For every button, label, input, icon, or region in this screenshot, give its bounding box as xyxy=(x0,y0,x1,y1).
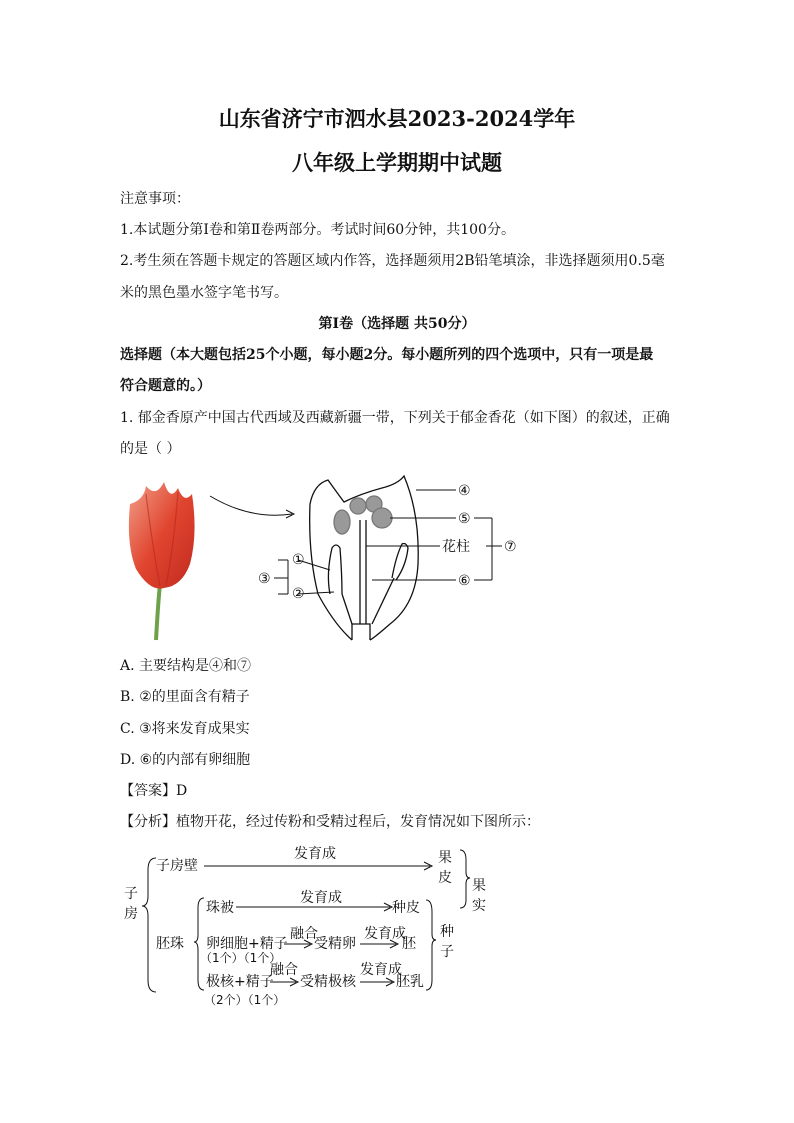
flow-embryo: 胚 xyxy=(402,936,416,952)
notice-item-1: 1.本试题分第Ⅰ卷和第Ⅱ卷两部分。考试时间60分钟，共100分。 xyxy=(120,222,515,238)
flow-fruit-1: 果 xyxy=(472,878,486,894)
flow-egg-count: （1个）（1个） xyxy=(200,951,282,965)
label-4: ④ xyxy=(458,483,471,499)
option-b: B. ②的里面含有精子 xyxy=(120,689,250,705)
flow-endosperm: 胚乳 xyxy=(396,974,424,990)
option-c: C. ③将来发育成果实 xyxy=(120,721,250,737)
label-6: ⑥ xyxy=(458,573,471,589)
flow-develop-1: 发育成 xyxy=(294,846,336,862)
notice-item-2-line2: 米的黑色墨水签字笔书写。 xyxy=(120,285,288,301)
flow-fruit-2: 实 xyxy=(472,898,486,914)
flow-develop-4: 发育成 xyxy=(360,962,402,978)
flow-ovary-wall: 子房壁 xyxy=(156,858,198,874)
flow-ovary-1: 子 xyxy=(124,886,138,902)
flow-seed-2: 子 xyxy=(440,944,454,960)
instruction-line2: 符合题意的。） xyxy=(120,378,211,394)
option-a: A. 主要结构是④和⑦ xyxy=(120,658,252,674)
flower-cross-section xyxy=(310,476,419,640)
flow-egg-sperm: 卵细胞+精子 xyxy=(206,936,288,952)
document-title-line1: 山东省济宁市泗水县2023-2024学年 xyxy=(218,106,576,131)
label-7: ⑦ xyxy=(504,539,517,555)
flow-ovule: 胚珠 xyxy=(156,936,184,952)
flow-develop-2: 发育成 xyxy=(300,890,342,906)
flow-polar-count: （2个）（1个） xyxy=(204,993,286,1007)
flow-zygote: 受精卵 xyxy=(314,936,356,952)
tulip-photo xyxy=(129,482,195,640)
answer: 【答案】D xyxy=(120,783,188,799)
flow-fuse-1: 融合 xyxy=(290,926,318,942)
document-title-line2: 八年级上学期期中试题 xyxy=(292,150,502,175)
flower-diagram xyxy=(120,474,600,646)
flow-peel-2: 皮 xyxy=(438,870,452,886)
label-3: ③ xyxy=(258,571,271,587)
flow-peel-1: 果 xyxy=(438,850,452,866)
label-1: ① xyxy=(292,552,305,568)
flow-fuse-2: 融合 xyxy=(270,962,298,978)
flow-seed-1: 种 xyxy=(440,924,454,940)
instruction-line1: 选择题（本大题包括25个小题，每小题2分。每小题所列的四个选项中，只有一项是最 xyxy=(120,347,654,363)
question-1-line2: 的是（ ） xyxy=(120,441,181,457)
flow-seed-coat: 种皮 xyxy=(392,900,420,916)
flow-fertilized-polar: 受精极核 xyxy=(300,974,356,990)
label-2: ② xyxy=(292,586,305,602)
analysis: 【分析】植物开花，经过传粉和受精过程后，发育情况如下图所示： xyxy=(120,814,540,830)
fruit-development-diagram xyxy=(120,840,500,1010)
flow-polar-sperm: 极核+精子 xyxy=(206,974,274,990)
label-5: ⑤ xyxy=(458,511,471,527)
question-1-line1: 1. 郁金香原产中国古代西域及西藏新疆一带，下列关于郁金香花（如下图）的叙述，正确 xyxy=(120,410,670,426)
section-title: 第Ⅰ卷（选择题 共50分） xyxy=(318,316,476,332)
label-style: 花柱 xyxy=(442,539,470,555)
option-d: D. ⑥的内部有卵细胞 xyxy=(120,752,251,768)
notice-heading: 注意事项： xyxy=(120,191,190,207)
notice-item-2-line1: 2.考生须在答题卡规定的答题区域内作答，选择题须用2B铅笔填涂，非选择题须用0.5毫 xyxy=(120,253,665,269)
flow-integument: 珠被 xyxy=(206,900,234,916)
flow-ovary-2: 房 xyxy=(124,906,138,922)
flow-develop-3: 发育成 xyxy=(364,926,406,942)
